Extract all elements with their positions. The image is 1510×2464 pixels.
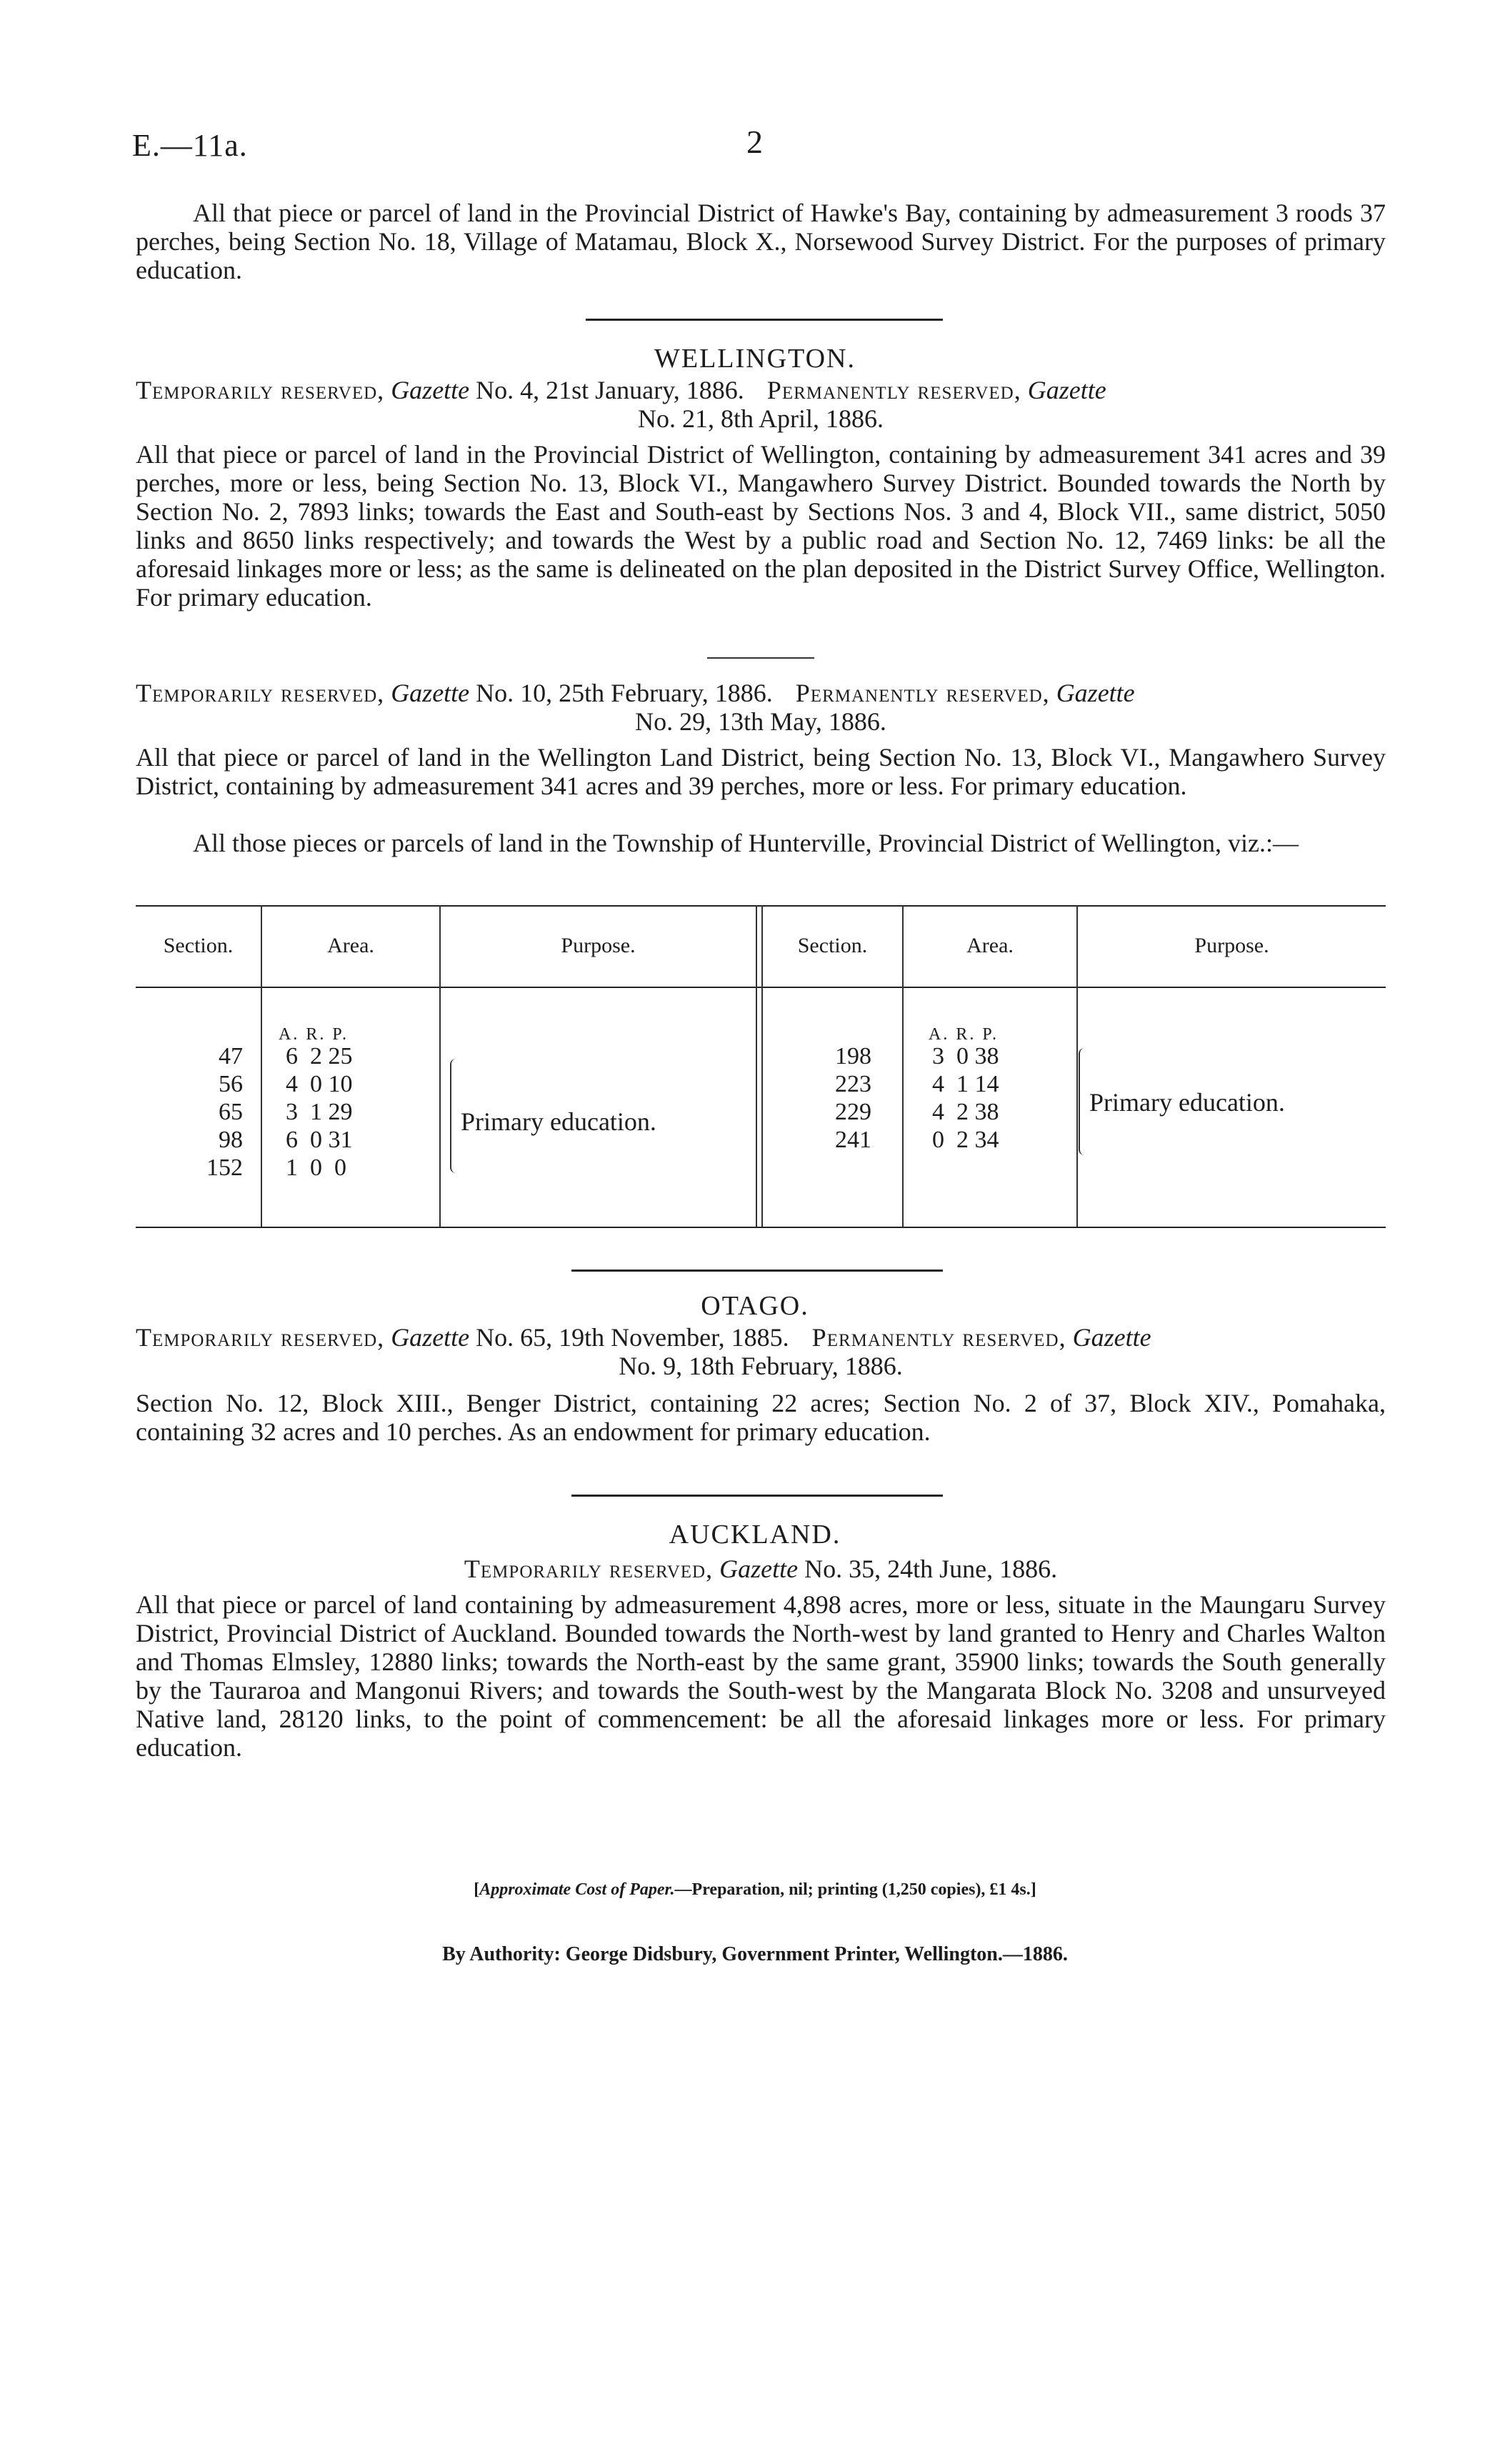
wellington-reserve-2-line1: Temporarily reserved, Gazette No. 10, 25th February, 1886. Permanently reserved, Gazette bbox=[136, 679, 1135, 707]
table-cell: 4 2 38 bbox=[932, 1099, 999, 1125]
right-brace bbox=[1079, 1048, 1087, 1155]
table-cell: 6 2 25 bbox=[286, 1043, 353, 1069]
left-section-numbers bbox=[136, 1042, 243, 1182]
table-cell: 65 bbox=[219, 1099, 243, 1125]
table-cell: 56 bbox=[219, 1071, 243, 1097]
table-cell: 223 bbox=[835, 1071, 871, 1097]
auckland-heading: AUCKLAND. bbox=[669, 1520, 841, 1550]
table-cell: 98 bbox=[219, 1127, 243, 1153]
section-divider bbox=[571, 1270, 943, 1272]
table-cell: 4 1 14 bbox=[932, 1071, 999, 1097]
hawkes-bay-paragraph: All that piece or parcel of land in the Provincial District of Hawke's Bay, containing by admeasurement 3 roods 37 perches, being Section No. 18, Village of Matamau, Block X., Norsewood Survey District. For the purposes of primary education. bbox=[136, 199, 1386, 284]
table-cell: 152 bbox=[206, 1154, 243, 1181]
left-purpose: Primary education. bbox=[461, 1107, 656, 1136]
col-header-section: Section. bbox=[163, 934, 234, 957]
wellington-paragraph-2: All that piece or parcel of land in the Wellington Land District, being Section No. 13, Block VI., Mangawhero Survey District, containing by admeasurement 341 acres and 39 perches, more or less. For primary education. bbox=[136, 743, 1386, 800]
wellington-paragraph-1: All that piece or parcel of land in the Provincial District of Wellington, containing by admeasurement 341 acres and 39 perches, more or less, being Section No. 13, Block VI., Mangawhero Survey District. Bounded towards the North by Section No. 2, 7893 links; towards the East and South-east by Sections Nos. 3 and 4, Block VII., same district, 5050 links and 8650 links respectively; and towards the West by a public road and Section No. 12, 7469 links: be all the aforesaid linkages more or less; as the same is delineated on the plan deposited in the District Survey Office, Wellington. For primary education. bbox=[136, 440, 1386, 612]
section-divider bbox=[571, 1495, 943, 1497]
col-header-area: Area. bbox=[327, 934, 374, 957]
area-units-right: A. R. P. bbox=[929, 1025, 999, 1044]
col-header-purpose-2: Purpose. bbox=[1194, 934, 1269, 957]
auckland-reserve-line: Temporarily reserved, Gazette No. 35, 24th June, 1886. bbox=[464, 1555, 1058, 1583]
table-cell: 1 0 0 bbox=[286, 1154, 346, 1181]
right-areas bbox=[932, 1042, 999, 1154]
table-cell: 198 bbox=[835, 1043, 871, 1069]
printer-authority: By Authority: George Didsbury, Government Printer, Wellington.—1886. bbox=[442, 1943, 1068, 1965]
otago-paragraph: Section No. 12, Block XIII., Benger District, containing 22 acres; Section No. 2 of 37, Block XIV., Pomahaka, containing 32 acres and 10 perches. As an endowment for primary education. bbox=[136, 1389, 1386, 1446]
right-purpose: Primary education. bbox=[1089, 1088, 1285, 1117]
table-cell: 4 0 10 bbox=[286, 1071, 353, 1097]
otago-reserve-line2: No. 9, 18th February, 1886. bbox=[619, 1352, 903, 1380]
auckland-paragraph: All that piece or parcel of land containing by admeasurement 4,898 acres, more or less, situate in the Maungaru Survey District, Provincial District of Auckland. Bounded towards the North-west by land granted to Henry and Charles Walton and Thomas Elmsley, 12880 links; towards the North-east by the same grant, 35900 links; towards the South generally by the Tauraroa and Mangonui Rivers; and towards the South-west by the Mangarata Block No. 3208 and unsurveyed Native land, 28120 links, to the point of commencement: be all the aforesaid linkages more or less. For primary education. bbox=[136, 1590, 1386, 1762]
left-areas bbox=[286, 1042, 353, 1182]
col-header-area-2: Area. bbox=[966, 934, 1014, 957]
table-cell: 0 2 34 bbox=[932, 1127, 999, 1153]
page-number: 2 bbox=[746, 124, 763, 160]
left-brace bbox=[450, 1059, 459, 1173]
wellington-reserve-1-line1: Temporarily reserved, Gazette No. 4, 21st January, 1886. Permanently reserved, Gazette bbox=[136, 376, 1106, 404]
minor-divider bbox=[707, 657, 814, 659]
table-cell: 241 bbox=[835, 1127, 871, 1153]
col-header-section-2: Section. bbox=[797, 934, 868, 957]
col-header-purpose: Purpose. bbox=[561, 934, 636, 957]
cost-note: [Approximate Cost of Paper.—Preparation, nil; printing (1,250 copies), £1 4s.] bbox=[474, 1880, 1036, 1899]
otago-heading: OTAGO. bbox=[701, 1291, 809, 1321]
right-section-numbers bbox=[764, 1042, 871, 1154]
table-cell: 6 0 31 bbox=[286, 1127, 353, 1153]
section-divider bbox=[586, 319, 943, 321]
area-units: A. R. P. bbox=[279, 1025, 349, 1044]
table-cell: 229 bbox=[835, 1099, 871, 1125]
otago-reserve-line1: Temporarily reserved, Gazette No. 65, 19th November, 1885. Permanently reserved, Gazette bbox=[136, 1323, 1151, 1352]
wellington-reserve-1-line2: No. 21, 8th April, 1886. bbox=[637, 404, 884, 433]
wellington-heading: WELLINGTON. bbox=[654, 344, 856, 374]
table-cell: 3 1 29 bbox=[286, 1099, 353, 1125]
wellington-paragraph-3: All those pieces or parcels of land in the Township of Hunterville, Provincial District of Wellington, viz.:— bbox=[193, 829, 1299, 857]
document-reference: E.—11a. bbox=[132, 128, 248, 163]
table-cell: 47 bbox=[219, 1043, 243, 1069]
hunterville-sections-table bbox=[136, 905, 1386, 1229]
wellington-reserve-2-line2: No. 29, 13th May, 1886. bbox=[635, 707, 886, 736]
table-cell: 3 0 38 bbox=[932, 1043, 999, 1069]
